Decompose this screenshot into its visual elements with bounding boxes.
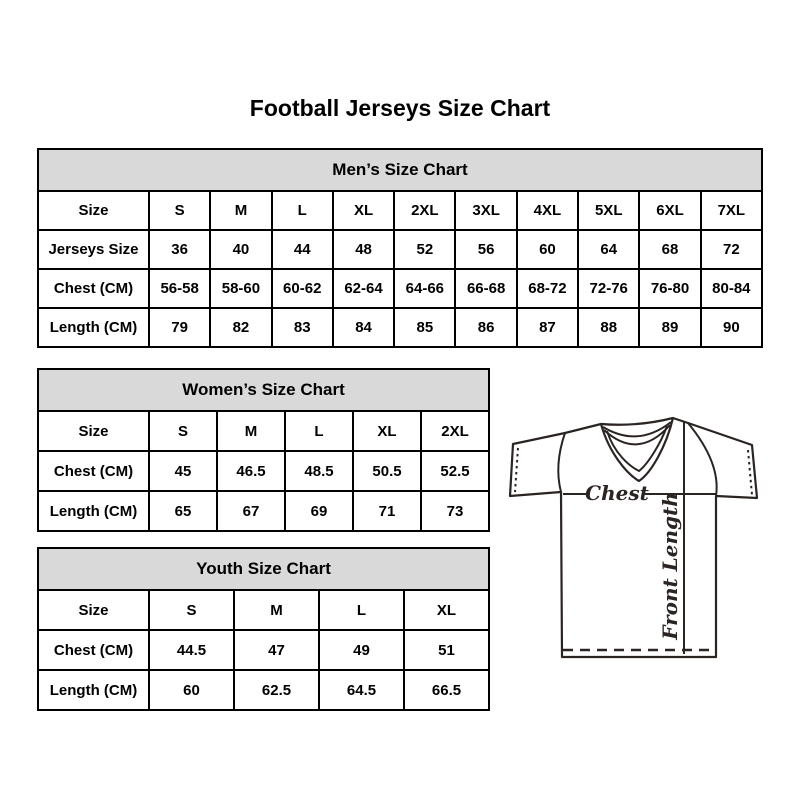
table-cell: 82 [210,308,271,347]
table-title: Men’s Size Chart [38,149,762,191]
table-cell: M [217,411,285,451]
table-cell: 71 [353,491,421,531]
row-label: Chest (CM) [38,269,149,308]
table-cell: 80-84 [701,269,762,308]
table-cell: M [234,590,319,630]
table-cell: 69 [285,491,353,531]
table-cell: 56 [455,230,516,269]
table-cell: 58-60 [210,269,271,308]
table-cell: 66.5 [404,670,489,710]
table-row [38,230,762,269]
table-cell: 89 [639,308,700,347]
jersey-outline [510,418,757,657]
table-cell: L [272,191,333,230]
table-cell: L [319,590,404,630]
right-armhole-seam [688,423,717,496]
left-armhole-seam [558,433,565,492]
row-label: Chest (CM) [38,630,149,670]
row-label: Size [38,590,149,630]
table-cell: 64-66 [394,269,455,308]
table-row [38,491,489,531]
table-cell: XL [404,590,489,630]
table-cell: 52 [394,230,455,269]
youth-size-table [37,547,490,711]
table-row [38,630,489,670]
table-header-row [38,548,489,590]
jersey-measurement-diagram [505,403,775,673]
table-cell: 51 [404,630,489,670]
table-header-row [38,149,762,191]
table-cell: 68 [639,230,700,269]
table-cell: 76-80 [639,269,700,308]
table-cell: 40 [210,230,271,269]
table-cell: S [149,411,217,451]
table-cell: 84 [333,308,394,347]
table-cell: 49 [319,630,404,670]
page-title: Football Jerseys Size Chart [249,95,551,121]
table-cell: 72 [701,230,762,269]
table-cell: 64 [578,230,639,269]
table-cell: 65 [149,491,217,531]
table-cell: 64.5 [319,670,404,710]
table-cell: 68-72 [517,269,578,308]
table-cell: 46.5 [217,451,285,491]
table-cell: 4XL [517,191,578,230]
table-row [38,451,489,491]
table-cell: 87 [517,308,578,347]
table-cell: 48.5 [285,451,353,491]
table-cell: 52.5 [421,451,489,491]
row-label: Length (CM) [38,308,149,347]
table-cell: 45 [149,451,217,491]
table-cell: 5XL [578,191,639,230]
table-cell: 85 [394,308,455,347]
table-cell: 72-76 [578,269,639,308]
table-row [38,670,489,710]
table-cell: 62-64 [333,269,394,308]
table-cell: 48 [333,230,394,269]
table-cell: 73 [421,491,489,531]
row-label: Chest (CM) [38,451,149,491]
table-cell: 79 [149,308,210,347]
table-cell: M [210,191,271,230]
mens-size-table [37,148,763,348]
table-cell: L [285,411,353,451]
table-cell: 44 [272,230,333,269]
left-cuff-stitch-line [515,448,518,492]
womens-size-table [37,368,490,532]
table-cell: 36 [149,230,210,269]
row-label: Length (CM) [38,670,149,710]
table-cell: 60 [517,230,578,269]
table-cell: 2XL [394,191,455,230]
front-length-label: Front Length [658,492,682,640]
table-cell: 90 [701,308,762,347]
table-cell: 86 [455,308,516,347]
table-row [38,191,762,230]
row-label: Length (CM) [38,491,149,531]
table-cell: 3XL [455,191,516,230]
table-row [38,590,489,630]
table-cell: 56-58 [149,269,210,308]
table-title: Women’s Size Chart [38,369,489,411]
table-row [38,308,762,347]
table-cell: XL [353,411,421,451]
table-cell: 6XL [639,191,700,230]
row-label: Jerseys Size [38,230,149,269]
table-cell: 62.5 [234,670,319,710]
table-cell: 50.5 [353,451,421,491]
table-cell: 44.5 [149,630,234,670]
table-cell: 7XL [701,191,762,230]
table-cell: 60-62 [272,269,333,308]
table-cell: 66-68 [455,269,516,308]
table-title: Youth Size Chart [38,548,489,590]
row-label: Size [38,191,149,230]
right-cuff-stitch-line [748,450,752,495]
table-row [38,269,762,308]
table-row [38,411,489,451]
table-cell: 47 [234,630,319,670]
table-cell: 67 [217,491,285,531]
table-cell: 83 [272,308,333,347]
table-cell: 2XL [421,411,489,451]
table-cell: 60 [149,670,234,710]
table-cell: S [149,191,210,230]
table-cell: S [149,590,234,630]
table-header-row [38,369,489,411]
table-cell: 88 [578,308,639,347]
row-label: Size [38,411,149,451]
chest-label: Chest [585,481,649,505]
table-cell: XL [333,191,394,230]
